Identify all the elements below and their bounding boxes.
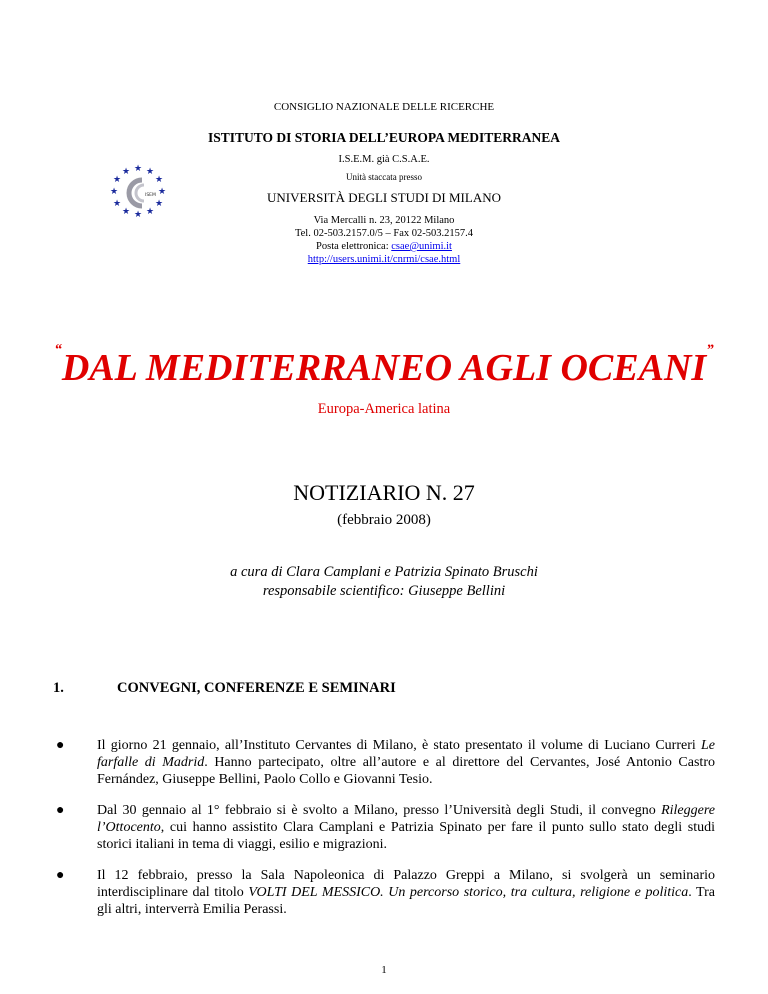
page-number: 1: [381, 964, 387, 976]
list-item: Dal 30 gennaio al 1° febbraio si è svolto a Milano, presso l’Università degli Studi, il convegno Rileggere l’Ottocento, cui hanno assistito Clara Camplani e Patrizia Spinato per fare il punto sullo stato degli studi storici italiani in tema di viaggi, esilio e migrazioni.: [97, 803, 715, 852]
svg-text:★: ★: [133, 210, 143, 220]
newsletter-title: NOTIZIARIO N. 27: [293, 480, 475, 505]
email-label: Posta elettronica:: [316, 241, 392, 252]
cnr-isem-logo: [98, 163, 178, 223]
main-title: [0, 342, 768, 390]
section-number: 1.: [53, 680, 64, 696]
svg-text:★: ★: [112, 199, 122, 209]
address: Via Mercalli n. 23, 20122 Milano: [313, 215, 455, 226]
institute-name: ISTITUTO DI STORIA DELL’EUROPA MEDITERRANEA: [207, 130, 561, 145]
svg-text:★: ★: [112, 175, 122, 185]
main-title-text: DAL MEDITERRANEO AGLI OCEANI: [61, 347, 707, 389]
email-line: [0, 240, 768, 253]
svg-text:★: ★: [121, 167, 131, 177]
star-ring-logo-icon: [98, 163, 178, 223]
svg-text:★: ★: [121, 207, 131, 217]
website-link[interactable]: http://users.unimi.it/cnrmi/csae.html: [307, 254, 461, 265]
phone-fax: Tel. 02-503.2157.0/5 – Fax 02-503.2157.4: [294, 228, 474, 239]
institute-acronym: I.S.E.M. già C.S.A.E.: [338, 154, 430, 165]
svg-text:★: ★: [145, 167, 155, 177]
newsletter-date: (febbraio 2008): [337, 512, 431, 528]
svg-text:★: ★: [154, 199, 164, 209]
title-subtitle: Europa-America latina: [317, 401, 451, 417]
open-quote: “: [54, 342, 62, 358]
bullet-icon: ●: [56, 868, 65, 883]
unit-note: Unità staccata presso: [346, 172, 422, 182]
close-quote: ”: [706, 342, 714, 358]
list-item: Il giorno 21 gennaio, all’Instituto Cervantes di Milano, è stato presentato il volume di Luciano Curreri Le farfalle di Madrid. Hanno partecipato, oltre all’autore e al direttore del Cervantes, José Antonio Castro Fernández, Giuseppe Bellini, Paolo Collo e Giovanni Tesio.: [97, 738, 715, 787]
section-title: CONVEGNI, CONFERENZE E SEMINARI: [117, 680, 396, 696]
bullet-icon: ●: [56, 803, 65, 818]
email-link[interactable]: csae@unimi.it: [391, 241, 452, 252]
council-name: CONSIGLIO NAZIONALE DELLE RICERCHE: [273, 101, 495, 113]
newsletter-editors: a cura di Clara Camplani e Patrizia Spinato Bruschi: [230, 564, 538, 580]
svg-text:★: ★: [133, 164, 143, 174]
list-item: Il 12 febbraio, presso la Sala Napoleonica di Palazzo Greppi a Milano, si svolgerà un seminario interdisciplinare dal titolo VOLTI DEL MESSICO. Un percorso storico, tra cultura, religione e politica. Tra gli altri, interverrà Emilia Perassi.: [97, 868, 715, 917]
website-line: [0, 253, 768, 266]
logo-text: ISEM: [145, 193, 156, 198]
svg-text:★: ★: [109, 187, 119, 197]
bullet-icon: ●: [56, 738, 65, 753]
svg-text:★: ★: [157, 187, 167, 197]
university-name: UNIVERSITÀ DEGLI STUDI DI MILANO: [267, 190, 501, 205]
scientific-lead: responsabile scientifico: Giuseppe Bellini: [262, 583, 506, 599]
svg-text:★: ★: [154, 175, 164, 185]
svg-text:★: ★: [145, 207, 155, 217]
